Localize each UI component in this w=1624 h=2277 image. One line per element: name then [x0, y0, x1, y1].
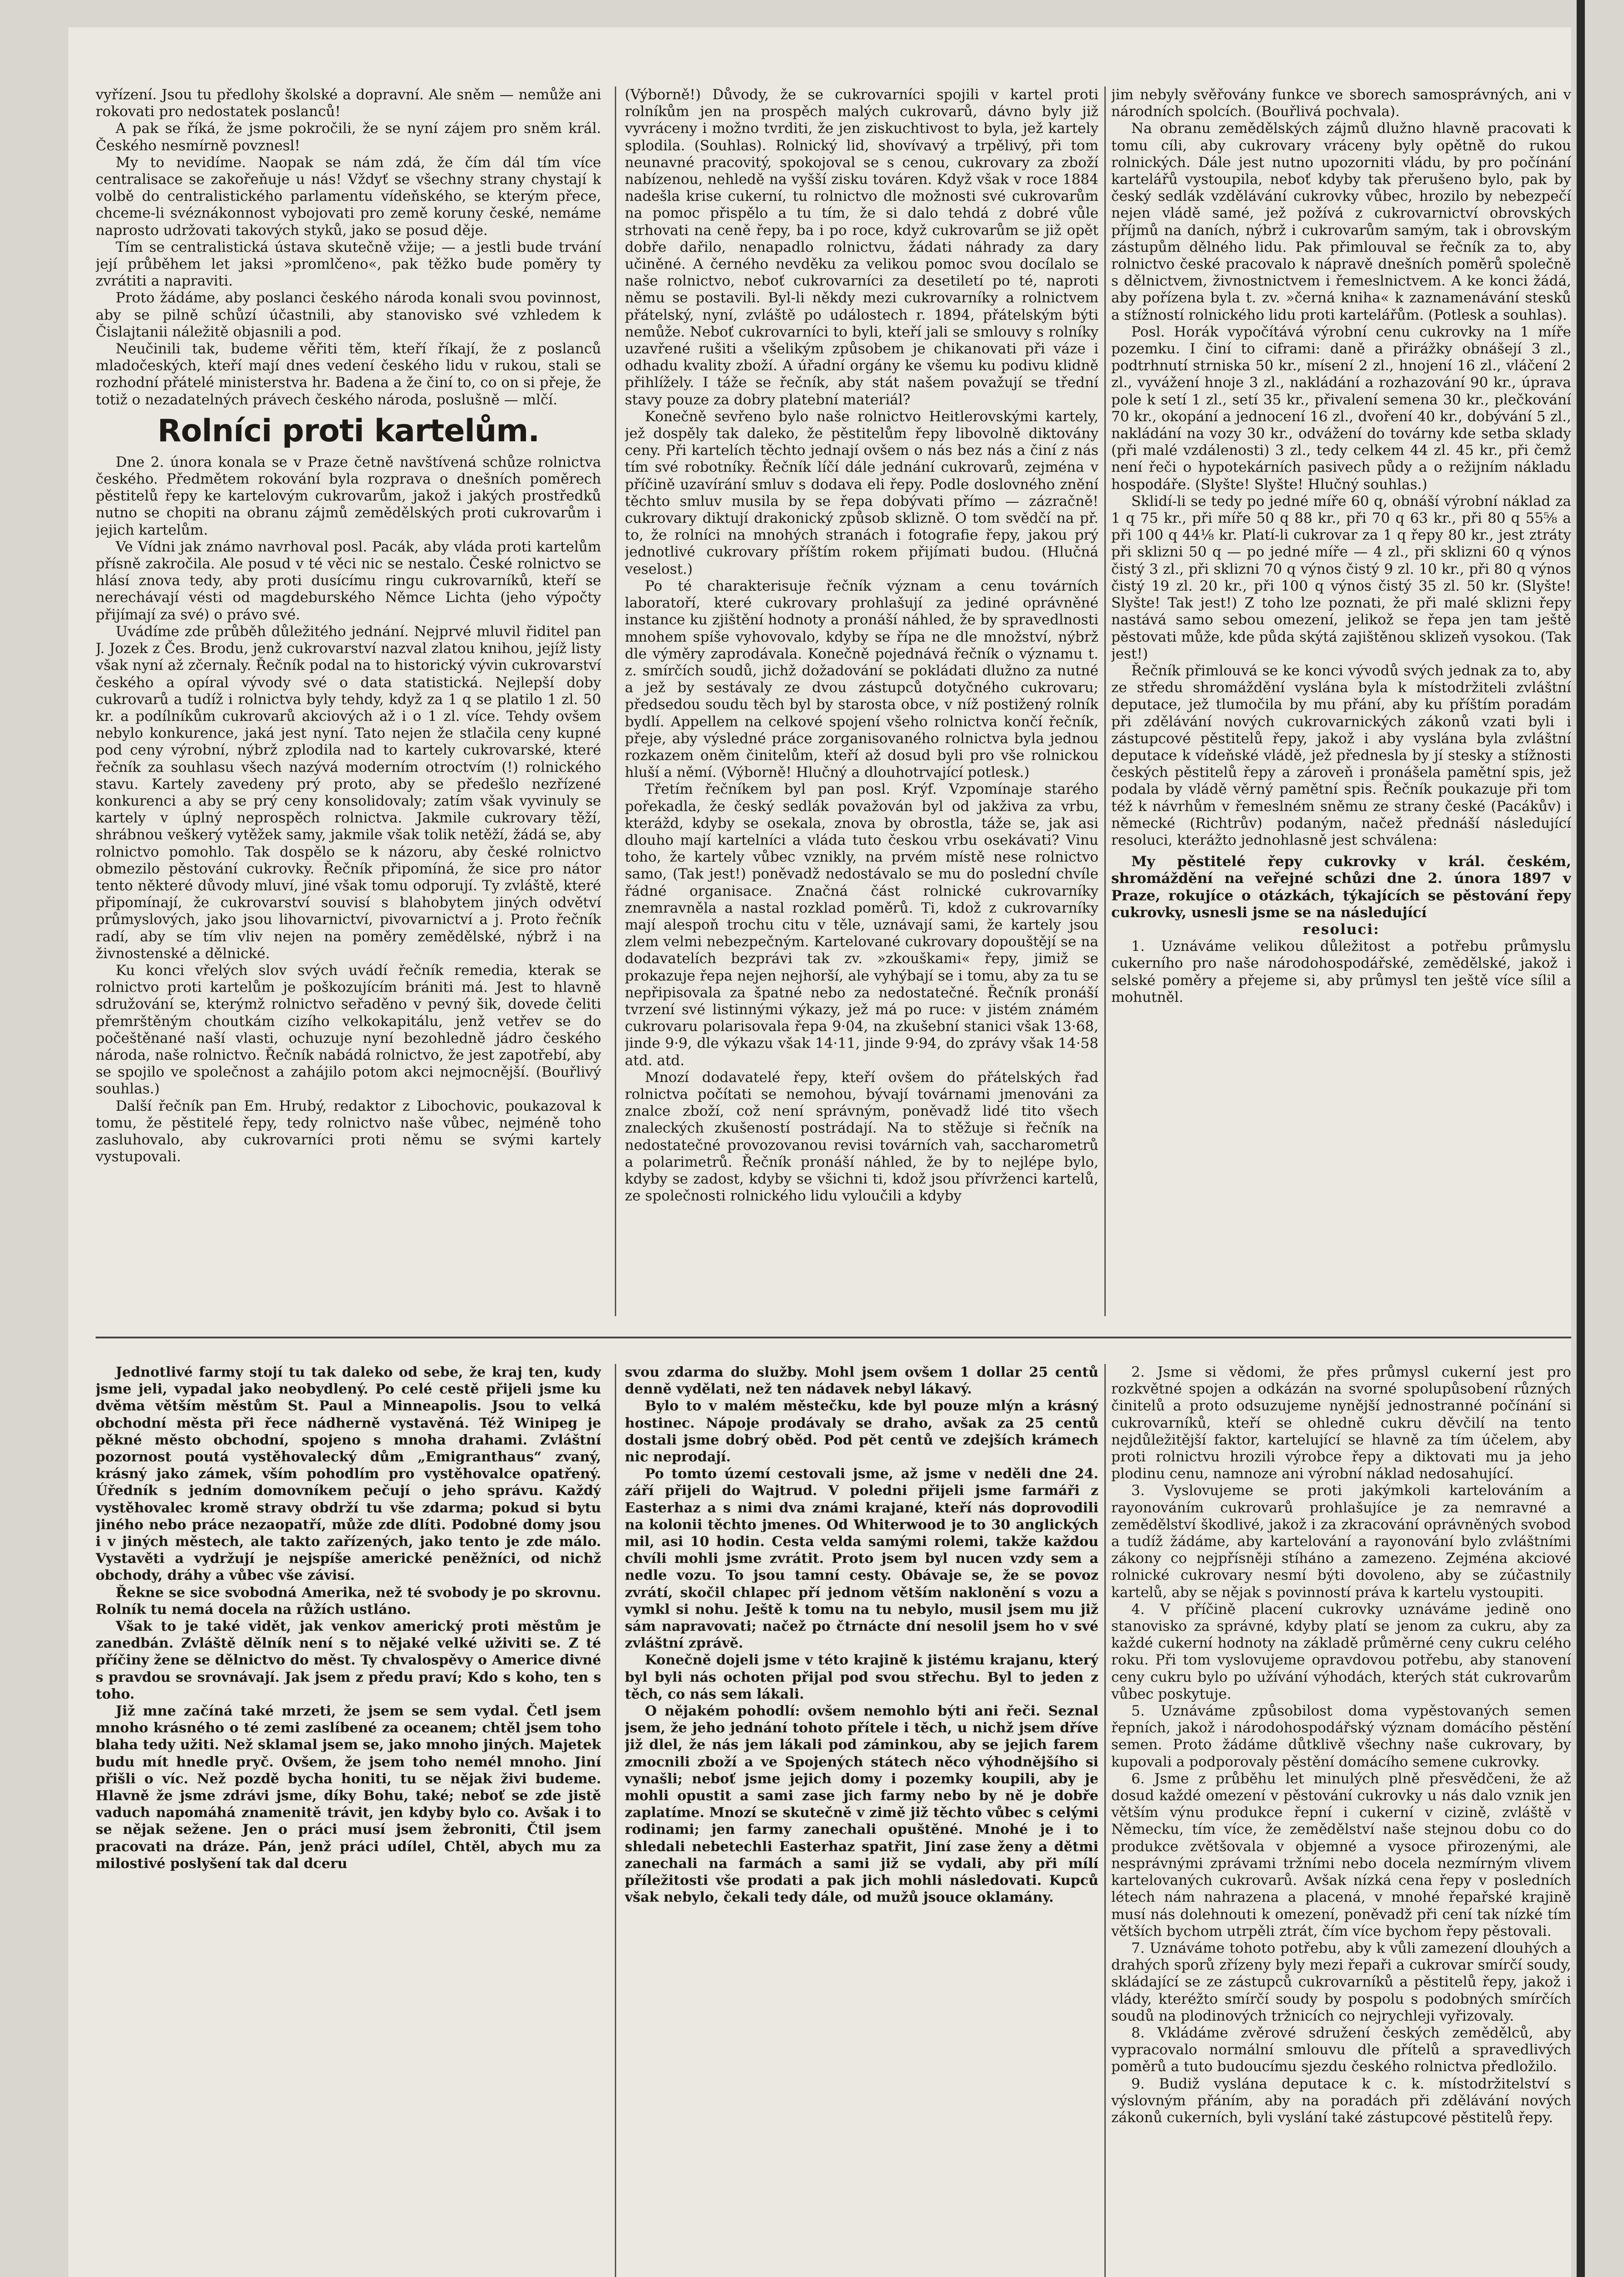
paragraph: Neučinili tak, budeme věřiti těm, kteří říkají, že z poslanců mladočeských, kteří mají dnes vedení českého lidu v rukou, stali se rozhodní přátelé ministerstva hr. Badena a že činí to, co on si přeje, že totiž o nezadatelných právech českého národa, poslušně — mlčí.	[96, 341, 601, 408]
column-1	[96, 87, 601, 1312]
paragraph: Po tomto území cestovali jsme, až jsme v neděli dne 24. září přijeli do Wajtrud. V poledni přijeli jsme farmáři z Easterhaz a s nimi dva známi krajané, kteří nás doprovodili na kolonii těchto jmenes. Od Whiterwood je to 30 anglických mil, asi 10 hodin. Cesta velda samými rolemi, takže každou chvíli mohli jsme zvrátit. Proto jsem byl nucen vzdy sem a nedle vozu. To jsou tamní cesty. Obávaje se, že se povoz zvrátí, skočil chlapec pří jednom větším naklonění s vozu a vymkl si nohu. Ještě k tomu na tu nebylo, musil jsem mu již sám napravovati; načež po čtrnácte dní nesolil jsem ho v své zvláštní zprávě.	[625, 1466, 1098, 1652]
paragraph: vyřízení. Jsou tu předlohy školské a dopravní. Ale sněm — nemůže ani rokovati pro nedostatek poslanců!	[96, 87, 601, 120]
section-divider	[96, 1337, 1571, 1338]
paragraph: A pak se říká, že jsme pokročili, že se nyní zájem pro sněm král. Českého nesmírně povznesl!	[96, 120, 601, 154]
paragraph: Jednotlivé farmy stojí tu tak daleko od sebe, že kraj ten, kudy jsme jeli, vypadal jako neobydlený. Po celé cestě přijeli jsme ku dvěma větším městům St. Paul a Minneapolis. Jsou to velká obchodní města při řece nádherně vystavěná. Též Winipeg je pěkné město obchodní, spojeno s mnoha drahami. Zvláštní pozornost poutá vystěhovalecký dům „Emigranthaus“ zvaný, krásný jako zámek, vším pohodlím pro vystěhovalce opatřený. Úředník s jedním domovníkem pečují o jeho správu. Každý vystěhovalec kromě stravy obdrží tu vše zdarma; pokud si bytu jiného nebo práce nezaopatří, může zde dlíti. Podobné domy jsou i v jiných městech, ale takto zařízených, jako tento je zde málo. Vystavěti a vydržují je nejspíše americké peněžníci, od nichž obchody, dráhy a vůbec vše závisí.	[96, 1364, 601, 1584]
column-5	[625, 1364, 1098, 2257]
article-headline: Rolníci proti kartelům.	[157, 413, 540, 449]
column-rule	[1104, 87, 1106, 1316]
paragraph: Ku konci vřelých slov svých uvádí řečník remedia, kterak se rolnictvo proti kartelům je poškozujícím brániti má. Jest to hlavně sdružování se, kterýmž rolnictvo seřaděno v pevný šik, dovede čeliti přemrštěným choutkám cizího velkokapitálu, jenž vetřev se do počeštěnané naší vlasti, ochuzuje nyní bezohledně jádro českého národa, naše rolnictvo. Řečník nabádá rolnictvo, že jest zapotřebí, aby se spojilo ve společnost a zahájilo potom akci nejmocnější. (Bouřlivý souhlas.)	[96, 962, 601, 1098]
paragraph: Však to je také vidět, jak venkov americký proti městům je zanedbán. Zvláště dělník není s to nějaké velké uživiti se. Z té příčiny žene se dělnictvo do měst. Ty chvalospěvy o Americe divné s pravdou se srovnávají. Jak jsem z předu praví; Kdo s koho, ten s toho.	[96, 1618, 601, 1702]
paragraph: Sklidí-li se tedy po jedné míře 60 q, obnáší výrobní náklad za 1 q 75 kr., při míře 50 q 88 kr., při 70 q 63 kr., při 80 q 55⅝ a při 100 q 44⅛ kr. Platí-li cukrovar za 1 q řepy 80 kr., jest ztráty při sklizni 50 q — po jedné míře — 4 zl., při sklizni 60 q výnos čistý 3 zl., při sklizni 70 q výnos čistý 9 zl. 10 kr., při 80 q výnos čistý 19 zl. 20 kr., při 100 q výnos čistý 35 zl. 50 kr. (Slyšte! Slyšte! Tak jest!) Z toho lze poznati, že při malé sklizni řepy nastává samo sebou omezení, jelikož se řepa jen tam ještě pěstovati může, kde půda skýtá zajištěnou sklizeň vysokou. (Tak jest!)	[1111, 493, 1571, 662]
resolution-item: 6. Jsme z průběhu let minulých plně přesvědčeni, že až dosud každé omezení v pěstování cukrovky u nás dalo vznik jen větším výnu produkce řepní i cukerní v cizině, zvláště v Německu, tím více, že zemědělství naše stejnou dobu co do produkce zvětšovala v objemné a vysoce přirozenými, ale nesprávnými zprávami tržními nebo docela nezmírným vlivem kartelovaných cukrovarů. Avšak nízká cena řepy v posledních létech nám nahrazena a placená, v mnohé řepařské krajině musí nás dolehnouti k omezení, poněvadž při cení tak nízké tím větších bychom utrpěli ztrát, čím více bychom řepy pěstovali.	[1111, 1770, 1571, 1940]
paragraph: My to nevidíme. Naopak se nám zdá, že čím dál tím více centralisace se zakořeňuje u nás! Vždyť se všechny strany chystají k volbě do centralistického parlamentu vídeňského, se kterým přece, chceme-li svéznákonnost vybojovati pro země koruny české, nemáme naprosto udržovati takových styků, jako se posud děje.	[96, 154, 601, 239]
resolution-item: 1. Uznáváme velikou důležitost a potřebu průmyslu cukerního pro naše národohospodářské, zemědělské, jakož i selské poměry a přejeme si, aby průmysl ten ještě více sílil a mohutněl.	[1111, 938, 1571, 1006]
paragraph: Uvádíme zde průběh důležitého jednání. Nejprvé mluvil řiditel pan J. Jozek z Čes. Brodu, jenž cukrovarství nazval zlatou knihou, jejíž listy však nyní až zčernaly. Řečník podal na to historický vývin cukrovarství českého a opíral vývody své o data statistická. Nejlepší doby cukrovarů a tudíž i rolnictva byly tehdy, když za 1 q se platilo 1 zl. 50 kr. a podílníkům cukrovarů akciových až i o 1 zl. více. Tehdy ovšem nebylo konkurence, jaká jest nyní. Tato nejen že stlačila ceny kupné pod ceny výrobní, nýbrž zplodila nad to kartely cukrovarské, které řečník za souhlasu všech nazývá moderním otroctvím (!) rolnického stavu. Kartely zavedeny prý proto, aby se předešlo nezřízené konkurenci a aby se prý ceny konsolidovaly; zatím však vyvinuly se kartely v úplný neprospěch rolnictva. Jakmile cukrovary těží, shrábnou veškerý vytěžek samy, jakmile však tolik netěží, žádá se, aby rolnictvo pomohlo. Tak dospělo se k názoru, aby české rolnictvo obmezilo pěstování cukrovky. Řečník připomíná, že sice pro nátor tento některé důvody mluví, jiné však tomu odporují. Ty zvláště, které připomínají, že cukrovarství souvisí s blahobytem jiných odvětví průmyslových, jako jsou lihovarnictví, pivovarnictví a j. Proto řečník radí, aby se tím vliv nejen na poměry zemědělské, nýbrž i na živnostenské a dělnické.	[96, 623, 601, 962]
resolution-item: 4. V příčině placení cukrovky uznáváme jedině ono stanovisko za správné, kdyby platí se jenom za cukru, aby za každé cukerní hodnoty na základě průměrné ceny cukru celého roku. Při tom vyslovujeme opravdovou potřebu, aby stanovení ceny cukru bylo po užívání výhodách, kterých stát cukrovarům vůbec poskytuje.	[1111, 1601, 1571, 1702]
resolution-item: 8. Vkládáme zvěrové sdružení českých zemědělců, aby vypracovalo normální smlouvu dle přítelů a spravedlivých poměrů a tuto budoucímu sjezdu českého rolnictva předložilo.	[1111, 2024, 1571, 2075]
resolution-heading: resoluci:	[1302, 921, 1380, 938]
paragraph: (Výborně!) Důvody, že se cukrovarníci spojili v kartel proti rolníkům jen na prospěch malých cukrovarů, dávno byly již vyvráceny i možno tvrditi, že jen ziskuchtivost to byla, jež kartely splodila. (Souhlas). Rolnický lid, shovívavý a trpělivý, při tom neunavné pracovitý, spokojoval se s cenou, cukrovary za zboží nabízenou, nehledě na vyšší zisku továren. Když však v roce 1884 nadešla krise cukerní, tu rolnictvo dle možnosti své cukrovarům na pomoc přispělo a tu tím, že si dalo tehdá z dobré vůle strhovati na ceně řepy, ba i po roce, když cukrovarům se již opět dobře dařilo, nenapadlo rolnictvu, žádati náhrady za dary učiněné. A černého nevděku za velikou pomoc svou docílalo se naše rolnictvo, neboť cukrovarníci za desetiletí po té, naproti němu se postavili. Byl-li někdy mezi cukrovarníky a rolnictvem přátelský, nyní, zvláště po událostech r. 1894, přátelským býti nemůže. Neboť cukrovarníci to byli, kteří jali se smlouvy s rolníky uzavřené rušiti a všelikým způsobem je chikanovati při váze i odhadu kvality zboží. A úřadní orgány ke všemu ku podivu klidně přihlížely. I táže se řečník, aby stát našem považují se třední stavy pouze za dobry platební materiál?	[625, 87, 1098, 408]
resolution-item: 9. Budiž vyslána deputace k c. k. místodržitelství s výslovným přáním, aby na poradách při zdělávání nových zákonů cukerních, byli vyslání také zástupcové pěstitelů řepy.	[1111, 2075, 1571, 2126]
column-4	[96, 1364, 601, 2277]
paragraph: Dne 2. února konala se v Praze četně navštívená schůze rolnictva českého. Předmětem rokování byla rozprava o dnešních poměrech pěstitelů řepy ke kartelovým cukrovarům, jakož i jakých prostředků nutno se chopiti na obranu zájmů zemědělských proti cukrovarům i jejich kartelům.	[96, 454, 601, 538]
paragraph: Řečník přimlouvá se ke konci vývodů svých jednak za to, aby ze středu shromáždění vyslána byla k místodržiteli zvláštní deputace, jež tlumočila by mu přání, aby ku příštím poradám při zdělávání nových cukrovarnických zákonů vzati byli i zástupcové pěstitelů řepy, jakož i aby vyslána byla zvláštní deputace k vídeňské vládě, jež přednesla by jí stesky a stížnosti českých pěstitelů řepy a zároveň i pronášela pamětní spis, jež podala by vládě věrný pamětní spis. Řečník poukazuje při tom též k návrhům v řemeslném sněmu ze strany české (Pacákův) i německé (Richtrův) podaným, načež přednáší následující resoluci, kterážto jednohlasně jest schválena:	[1111, 662, 1571, 848]
paragraph: Konečně dojeli jsme v této krajině k jistému krajanu, který byl byli nás ochoten přijal pod svou střechu. Byl to jeden z těch, co nás sem lákali.	[625, 1652, 1098, 1702]
paragraph: Konečně sevřeno bylo naše rolnictvo Heitlerovskými kartely, jež dospěly tak daleko, že pěstitelům řepy libovolně diktovány ceny. Při kartelích těchto jednají ovšem o nás bez nás a činí z nás tím své robotníky. Řečník líčí dále jednání cukrovarů, zejména v příčině uzavírání smluv s dodava eli řepy. Podle doslovného znění těchto smluv musila by se řepa dobývati přímo — zázračně! cukrovary diktují drakonický způsob sklizně. O tom svědčí na př. to, že rolníci na mnohých stranách i fotografie řepy, jakou prý jednotlivé cukrovary příštím rokem přijímati budou. (Hlučná veselost.)	[625, 408, 1098, 577]
column-2	[625, 87, 1098, 1312]
paragraph: Posl. Horák vypočítává výrobní cenu cukrovky na 1 míře pozemku. I činí to ciframi: daně a přirážky obnášejí 3 zl., podtrhnutí strniska 50 kr., mísení 2 zl., hnojení 16 zl., vláčení 2 zl., vyvážení hnoje 3 zl., nakládání a rozhazování 90 kr., úprava pole k setí 1 zl., setí 35 kr., přivalení semena 30 kr., plečkování 70 kr., okopání a jednocení 16 zl., dvoření 40 kr., dobývání 5 zl., nakládání na vozy 30 kr., odvážení do továrny kde setba sklady (při malé vzdálenosti) 3 zl., tedy celkem 44 zl. 45 kr., při čemž není řeči o hypotekárních pasivech půdy a o režijním nákladu hospodáře. (Slyšte! Slyšte! Hlučný souhlas.)	[1111, 323, 1571, 493]
column-rule	[1104, 1364, 1106, 2277]
column-6	[1111, 1364, 1571, 2277]
paragraph: Na obranu zemědělských zájmů dlužno hlavně pracovati k tomu cíli, aby cukrovary vráceny byly opětně do rukou rolnických. Dále jest nutno upozorniti vládu, by pro počínání kartelářů vystoupila, neboť kdyby tak přerušeno bylo, pak by český sedlák vzdělávání cukrovky vůbec, hrozilo by nebezpečí nejen vládě samé, jež požívá z cukrovarnictví obrovských příjmů na daních, nýbrž i cukrovarům samým, tak i obrovským zástupům dělného lidu. Pak přimlouval se řečník za to, aby rolnictvo české pracovalo k nápravě dnešních poměrů společně s dělnictvem, živnostnictvem i řemeslnictvem. A ke konci žádá, aby pořízena byla t. zv. »černá kniha« k zaznamenávání stesků a stížností rolnického lidu proti kartelářům. (Potlesk a souhlas).	[1111, 120, 1571, 323]
resolution-item: 7. Uznáváme tohoto potřebu, aby k vůli zamezení dlouhých a drahých sporů zřízeny byly mezi řepaři a cukrovar smírčí soudy, skládající se ze zástupců cukrovarníků a pěstitelů řepy, jakož i vlády, kteréžto smírčí soudy by pospolu s podobných smírčích soudů na plodinových tržnicích co nejrychleji vyřizovaly.	[1111, 1940, 1571, 2024]
paragraph: Ve Vídni jak známo navrhoval posl. Pacák, aby vláda proti kartelům přísně zakročila. Ale posud v té věci nic se nestalo. České rolnictvo se hlásí znova tedy, aby proti dusícímu ringu cukrovarníků, kteří se nerechávají vésti od magdeburského Němce Lichta (jeho výpočty přijímají za své) o právo své.	[96, 538, 601, 623]
paragraph: Tím se centralistická ústava skutečně vžije; — a jestli bude trvání její průběhem let jaksi »promlčeno«, pak těžko bude poměry ty zvrátiti a napraviti.	[96, 239, 601, 290]
column-rule	[615, 87, 616, 1316]
paragraph: Již mne začíná také mrzeti, že jsem se sem vydal. Četl jsem mnoho krásného o té zemi zaslíbené za oceanem; chtěl jsem toho blaha tedy užiti. Než sklamal jsem se, jako mnoho jiných. Majetek budu mít hnedle pryč. Ovšem, že jsem toho nemél mnoho. Jiní přišli o víc. Než pozdě bycha honiti, tu se nějak živi budeme. Hlavně že jsme zdrávi jsme, díky Bohu, také; neboť se zde jistě vaduch napomáhá znamenitě trávit, jen kdyby bylo co. Avšak i to se nějak sežene. Jen o práci musí jsem žebroniti, Čtil jsem pracovati na dráze. Pán, jenž práci udílel, Chtěl, abych mu za milostivé poslyšení tak dal dceru	[96, 1703, 601, 1872]
paragraph: Řekne se sice svobodná Amerika, než té svobody je po skrovnu. Rolník tu nemá docela na růžích ustláno.	[96, 1584, 601, 1618]
paragraph: Třetím řečníkem byl pan posl. Krýf. Vzpomínaje starého pořekadla, že český sedlák považován byl od jakživa za vrbu, kterážd, kdyby se osekala, znova by obrostla, táže se, jak asi dlouho mají kartelníci a vláda tuto českou vrbu osekávati? Vinu toho, že kartely vůbec vznikly, na prvém místě nese rolnictvo samo, (Tak jest!) poněvadž nedostávalo se mu do poslední chvíle řádné organisace. Značná část rolnické cukrovarníky znemravněla a nastal rozklad poměrů. Ti, kdož z cukrovarníky mají alespoň trochu citu v těle, uznávají sami, že kartely jsou zlem velmi nebezpečným. Kartelované cukrovary dopouštějí se na dodavatelích bezprávi tak zv. »zkouškami« řepy, jimiž se prokazuje řepa nejen nejhorší, ale vyhýbají se i tomu, aby za tu se nepřipisovala za špatné nebo za nedostatečné. Řečník pronáší tvrzení své listinnými výkazy, jež má po ruce: v jistém známém cukrovaru polarisovala řepa 9·04, na zkušební stanici však 13·68, jinde 9·9, dle výkazu však 14·11, jinde 9·94, do zprávy však 14·58 atd. atd.	[625, 781, 1098, 1069]
resolution-item: 3. Vyslovujeme se proti jakýmkoli kartelováním a rayonováním cukrovarů prohlašujíce je za nemravné a zemědělství škodlivé, jakož i za zkracování oprávněných svobod a tudíž žádáme, aby kartelování a rayonování bylo zvláštními zákony co nejpřísněji stíháno a zamezeno. Zejména akciové rolnické cukrovary nesmí býti dovoleno, aby se zúčastnily kartelů, aby se nějak s povinností práva k kartelu vystoupiti.	[1111, 1482, 1571, 1601]
paragraph: O nějakém pohodlí: ovšem nemohlo býti ani řeči. Seznal jsem, že jeho jednání tohoto přítele i těch, u nichž jsem dříve již dlel, že nás jem lákali pod záminkou, aby se jejich farem zmocnili zboží a ve Spojených státech něco výhodnějšího si vynašli; neboť jsme jejich domy i pozemky koupili, aby je mohli opustit a sami zase jich farmy nebo by ně je dobře zaplatíme. Mnozí se skutečně v zimě již těchto vůbec s celými rodinami; jen farmy zanechali opuštěné. Mnohé je i to shledali nebetechli Easterhaz spatřit, Jiní zase ženy a dětmi zanechali na farmách a sami již se vydali, aby při mílí příležitosti vše prodati a pak jich mohli následovati. Kupců však nebylo, čekali tedy dále, od mužů jsouce oklamány.	[625, 1703, 1098, 1906]
paragraph: Další řečník pan Em. Hrubý, redaktor z Libochovic, poukazoval k tomu, že pěstitelé řepy, tedy rolnictvo naše vůbec, nejméně toho zasluhovalo, aby cukrovarníci proti němu se svými kartely vystupovali.	[96, 1098, 601, 1165]
paragraph: Mnozí dodavatelé řepy, kteří ovšem do přátelských řad rolnictva počítati se nemohou, bývají továrnami jmenováni za znalce zboží, což není správným, poněvadž lidé tito všech znaleckých zkušeností postrádají. Na to stěžuje si řečník na nedostatečné provozovanou revisi továrních vah, saccharometrů a polarimetrů. Řečník pronáší náhled, že by to nejlépe bylo, kdyby se zadost, kdyby se všichni ti, kdož jsou přívrženci kartelů, ze společnosti rolnického lidu vyloučili a kdyby	[625, 1069, 1098, 1205]
paragraph: svou zdarma do služby. Mohl jsem ovšem 1 dollar 25 centů denně vydělati, než ten nádavek nebyl lákavý.	[625, 1364, 1098, 1398]
column-3	[1111, 87, 1571, 1312]
paragraph: Bylo to v malém městečku, kde byl pouze mlýn a krásný hostinec. Nápoje prodávaly se draho, avšak za 25 centů dostali jsme dobrý oběd. Pod pět centů ve zdejších krámech nic neprodají.	[625, 1398, 1098, 1465]
resolution-intro: My pěstitelé řepy cukrovky v král. českém, shromáždění na veřejné schůzi dne 2. února 1897 v Praze, rokujíce o otázkách, týkajících se pěstování řepy cukrovky, usnesli jsme se na následující	[1111, 853, 1571, 921]
resolution-item: 2. Jsme si vědomi, že přes průmysl cukerní jest pro rozkvětné spojen a odkázán na svorné spolupůsobení různých činitelů a proto odsuzujeme nynější jednostranné počínání si cukrovarníků, kteří se ohledně cukru děvčilí na tento nejdůležitější faktor, kartelující se hlavně za tím účelem, aby proti rolnictvu hrozili výrobce řepy a diktovati mu ja jeho plodinu cenu, namnoze ani výrobní náklad nedosahující.	[1111, 1364, 1571, 1482]
page-edge-shadow	[1577, 0, 1585, 2277]
paragraph: Po té charakterisuje řečník význam a cenu továrních laboratoří, které cukrovary prohlašují za jediné oprávněné instance ku zjištění hodnoty a pronáší náhled, že by spravedlnosti mnohem spíše vyhovovalo, kdyby se řípa ne dle množství, nýbrž dle výměry zaprodávala. Konečně pojednává řečník o významu t. z. smírčích soudů, jichž dožadování se pokládati dlužno za nutné a jež by sestávaly ze dvou zástupců dotyčného cukrovaru; předsedou soudu těch byl by starosta obce, v níž postižený rolník bydlí. Appellem na celkové spojení všeho rolnictva končí řečník, přeje, aby výsledné práce zorganisovaného rolnictva byla jednou rozkazem oněm činitelům, kteří až dosud byli pro vše rolnickou hluší a němí. (Výborně! Hlučný a dlouhotrvající potlesk.)	[625, 577, 1098, 781]
resolution-item: 5. Uznáváme způsobilost doma vypěstovaných semen řepních, jakož i národohospodářský význam domácího pěstění semen. Proto žádáme důtklivě všechny naše cukrovary, by kupovali a podporovaly pěstění domácího semene cukrovky.	[1111, 1703, 1571, 1770]
column-rule	[615, 1364, 616, 2277]
paragraph: Proto žádáme, aby poslanci českého národa konali svou povinnost, aby se pilně schůzí účastnili, aby stanovisko své vzhledem k Čislajtanii náležitě objasnili a pod.	[96, 290, 601, 340]
paragraph: jim nebyly svěřovány funkce ve sborech samosprávných, ani v národních spolcích. (Bouřlivá pochvala).	[1111, 87, 1571, 120]
